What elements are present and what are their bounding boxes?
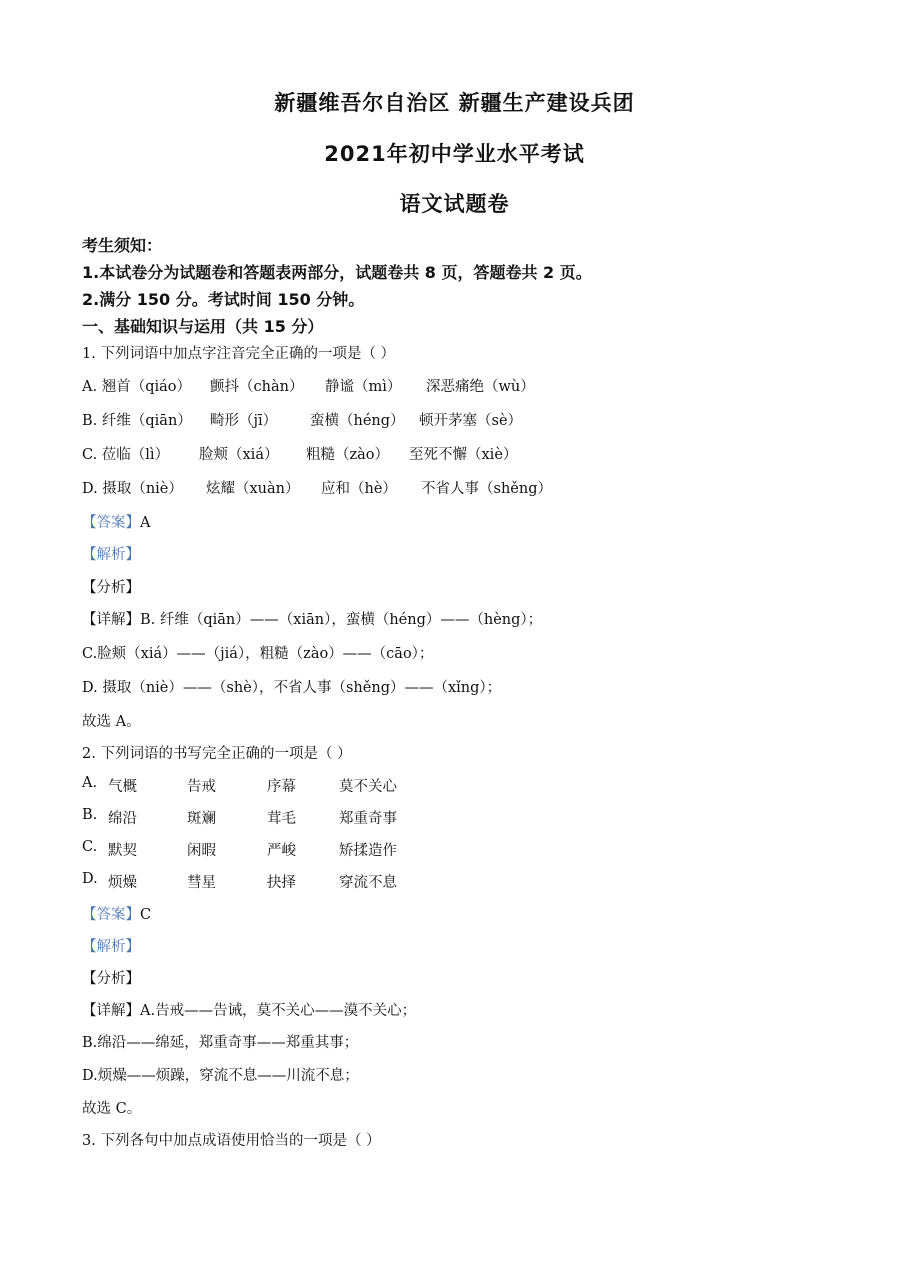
option-cell: 炫耀（xuàn） [206, 481, 300, 497]
q1-option-c [82, 443, 782, 463]
option-cell: 默契 [108, 843, 137, 859]
option-cell: 粗糙（zào） [306, 447, 390, 463]
option-cell: 序幕 [267, 779, 296, 795]
question-1-stem: 1. 下列词语中加点字注音完全正确的一项是（ ） [82, 346, 396, 362]
q2-option-c [82, 839, 682, 859]
answer-value: C [140, 907, 152, 923]
option-cell: 矫揉造作 [339, 843, 397, 859]
option-cell: 应和（hè） [321, 481, 397, 497]
notice-item-2: 2.满分 150 分。考试时间 150 分钟。 [82, 290, 365, 309]
option-cell: 不省人事（shěng） [421, 481, 552, 497]
option-cell: 抉择 [267, 875, 296, 891]
option-cell: A. 翘首（qiáo） [82, 379, 191, 395]
option-cell: 顿开茅塞（sè） [419, 413, 523, 429]
q2-detail-line: 故选 C。 [82, 1101, 142, 1117]
option-cell: 闲暇 [187, 843, 216, 859]
q1-option-b [82, 409, 782, 429]
exam-title-subject: 语文试题卷 [399, 192, 510, 216]
option-letter: B. [82, 807, 98, 823]
q1-detail-line: D. 摄取（niè）——（shè），不省人事（shěng）——（xǐng）； [82, 680, 502, 696]
q1-detail-line: 【详解】B. 纤维（qiān）——（xiān），蛮横（héng）——（hèng）； [82, 612, 543, 628]
exam-title-year: 2021年初中学业水平考试 [324, 142, 585, 166]
option-letter: C. [82, 839, 98, 855]
option-cell: D. 摄取（niè） [82, 481, 183, 497]
option-letter: D. [82, 871, 98, 887]
option-cell: 彗星 [187, 875, 216, 891]
option-cell: 颤抖（chàn） [210, 379, 304, 395]
option-cell: 绵沿 [108, 811, 137, 827]
q1-answer [82, 511, 150, 532]
option-cell: 畸形（jī） [210, 413, 278, 429]
option-cell: 深恶痛绝（wù） [426, 379, 535, 395]
q1-analysis-tag: 【解析】 [82, 547, 140, 563]
option-cell: 茸毛 [267, 811, 296, 827]
q2-answer [82, 903, 151, 924]
exam-title-region: 新疆维吾尔自治区 新疆生产建设兵团 [274, 91, 635, 115]
q2-detail-line: 【详解】A.告戒——告诫，莫不关心——漠不关心； [82, 1003, 417, 1019]
q2-detail-line: B.绵沿——绵延，郑重奇事——郑重其事； [82, 1035, 359, 1051]
q2-option-b [82, 807, 682, 827]
option-cell: 穿流不息 [339, 875, 397, 891]
option-cell: 烦燥 [108, 875, 137, 891]
option-cell: 严峻 [267, 843, 296, 859]
option-cell: 脸颊（xiá） [199, 447, 279, 463]
q2-fenxi-tag: 【分析】 [82, 971, 140, 987]
notice-heading: 考生须知： [82, 236, 163, 255]
section-heading: 一、基础知识与运用（共 15 分） [82, 317, 324, 336]
question-3-stem: 3. 下列各句中加点成语使用恰当的一项是（ ） [82, 1133, 381, 1149]
option-cell: 莫不关心 [339, 779, 397, 795]
notice-item-1: 1.本试卷分为试题卷和答题表两部分，试题卷共 8 页，答题卷共 2 页。 [82, 263, 592, 282]
option-cell: 告戒 [187, 779, 216, 795]
q1-detail-line: 故选 A。 [82, 714, 141, 730]
answer-value: A [140, 515, 151, 531]
option-cell: 静谧（mì） [325, 379, 402, 395]
option-cell: 郑重奇事 [339, 811, 397, 827]
answer-tag: 【答案】 [82, 907, 140, 923]
option-cell: B. 纤维（qiān） [82, 413, 192, 429]
answer-tag: 【答案】 [82, 515, 140, 531]
option-cell: C. 莅临（lì） [82, 447, 170, 463]
q1-option-a [82, 375, 782, 395]
option-cell: 斑斓 [187, 811, 216, 827]
q2-option-d [82, 871, 682, 891]
option-letter: A. [82, 775, 98, 791]
option-cell: 蛮横（héng） [310, 413, 405, 429]
q1-detail-line: C.脸颊（xiá）——（jiá），粗糙（zào）——（cāo）； [82, 646, 434, 662]
q2-option-a [82, 775, 682, 795]
q2-detail-line: D.烦燥——烦躁，穿流不息——川流不息； [82, 1068, 359, 1084]
q1-fenxi-tag: 【分析】 [82, 580, 140, 596]
question-2-stem: 2. 下列词语的书写完全正确的一项是（ ） [82, 746, 352, 762]
q2-analysis-tag: 【解析】 [82, 939, 140, 955]
q1-option-d [82, 477, 782, 497]
option-cell: 气概 [108, 779, 137, 795]
option-cell: 至死不懈（xiè） [409, 447, 518, 463]
